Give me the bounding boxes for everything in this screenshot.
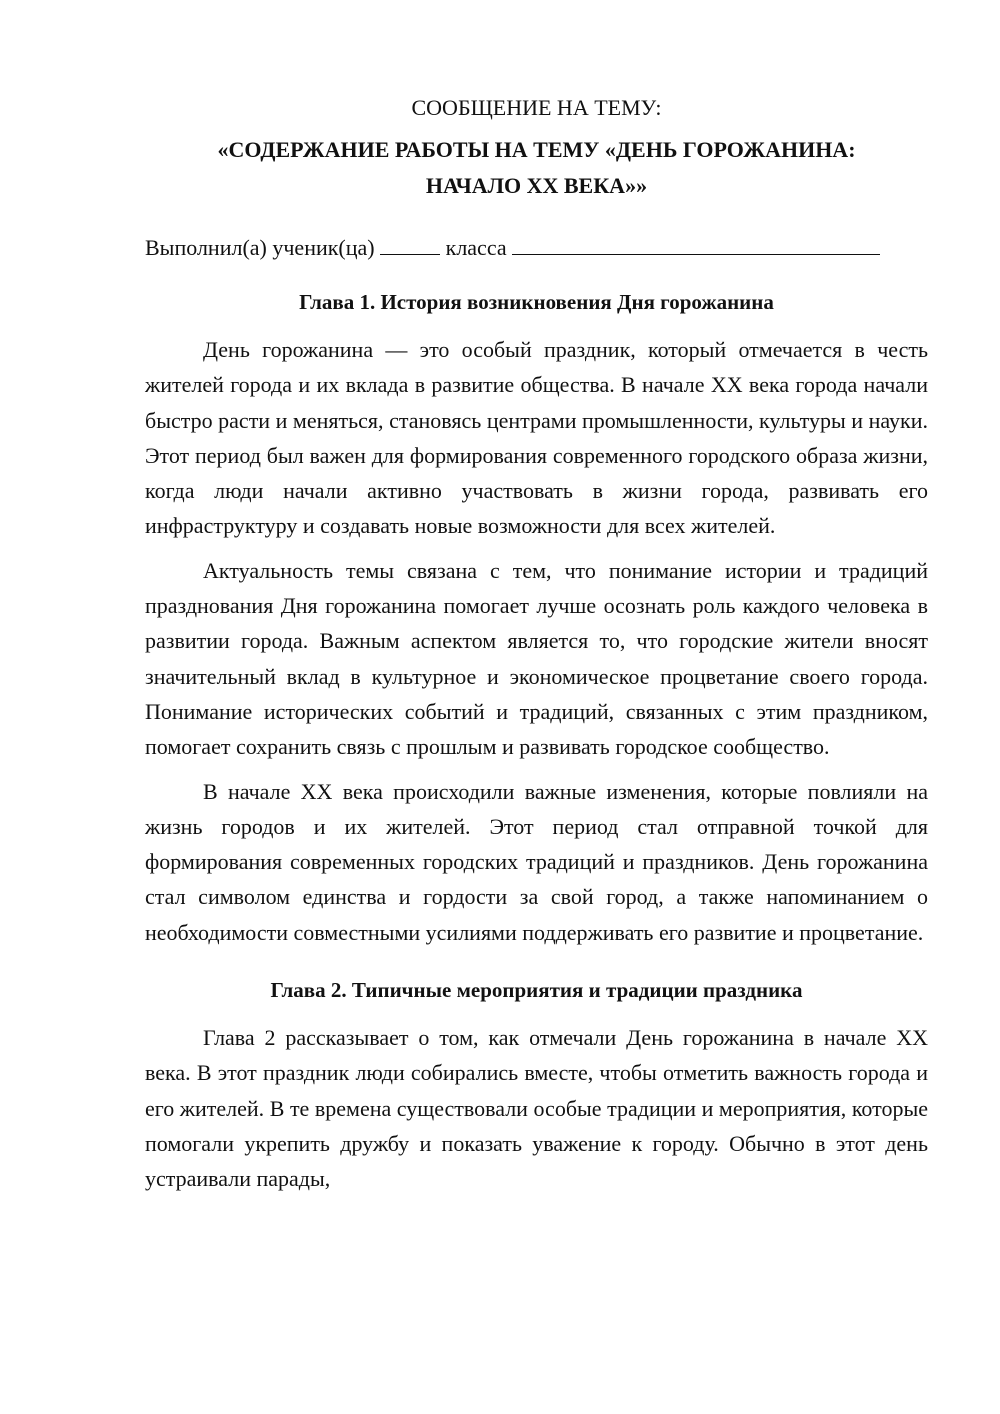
chapter-2-heading: Глава 2. Типичные мероприятия и традиции праздника	[270, 978, 803, 1003]
author-label: Выполнил(а) ученик(ца)	[145, 235, 375, 260]
document-page	[145, 90, 928, 1206]
chapter-1-paragraph-2: Актуальность темы связана с тем, что понимание истории и традиций празднования Дня горожанина помогает лучше осознать роль каждого человека в развитии города. Важным аспектом является то, что городские жители вносят значительный вклад в культурное и экономическое процветание своего города. Понимание исторических событий и традиций, связанных с этим праздником, помогает сохранить связь с прошлым и развивать городское сообщество.	[145, 557, 928, 760]
chapter-1-paragraph-1: День горожанина — это особый праздник, который отмечается в честь жителей города и их вклада в развитие общества. В начале XX века города начали быстро расти и меняться, становясь центрами промышленности, культуры и науки. Этот период был важен для формирования современного городского образа жизни, когда люди начали активно участвовать в жизни города, развивать его инфраструктуру и создавать новые возможности для всех жителей.	[145, 337, 928, 539]
document-header: СООБЩЕНИЕ НА ТЕМУ:	[411, 95, 662, 120]
chapter-2-paragraph-1: Глава 2 рассказывает о том, как отмечали День горожанина в начале XX века. В этот праздник люди собирались вместе, чтобы отметить важность города и его жителей. В те времена существовали особые традиции и мероприятия, которые помогали укрепить дружбу и показать уважение к городу. Обычно в этот день устраивали парады,	[145, 1025, 928, 1192]
chapter-1-heading: Глава 1. История возникновения Дня горожанина	[299, 290, 774, 314]
document-title-line-2: НАЧАЛО XX ВЕКА»»	[425, 173, 648, 198]
grade-blank	[380, 236, 440, 255]
author-line	[145, 230, 928, 266]
document-title-line-1: «СОДЕРЖАНИЕ РАБОТЫ НА ТЕМУ «ДЕНЬ ГОРОЖАНИНА:	[217, 137, 856, 162]
chapter-1-paragraph-3: В начале XX века происходили важные изменения, которые повлияли на жизнь городов и их жителей. Этот период стал отправной точкой для формирования современных городских традиций и праздников. День горожанина стал символом единства и гордости за свой город, а также напоминанием о необходимости совместными усилиями поддерживать его развитие и процветание.	[145, 778, 928, 945]
name-blank	[512, 236, 880, 255]
class-label: класса	[445, 235, 507, 260]
document-title	[145, 132, 928, 204]
